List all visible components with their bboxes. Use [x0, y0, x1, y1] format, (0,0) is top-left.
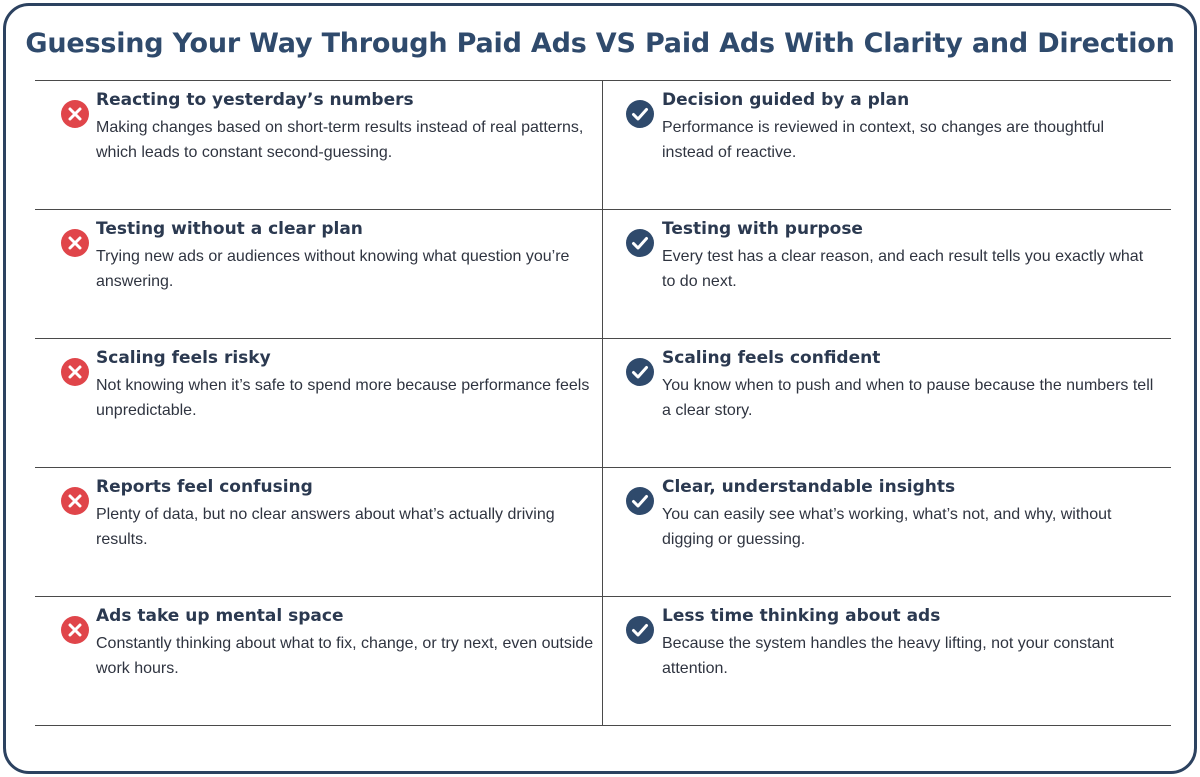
problem-cell — [35, 339, 603, 467]
solution-description: You know when to push and when to pause because the numbers tell a clear story. — [662, 377, 1154, 419]
comparison-card — [3, 3, 1197, 774]
problem-cell — [35, 81, 603, 209]
x-circle-icon — [60, 99, 90, 129]
x-circle-icon — [60, 228, 90, 258]
solution-heading: Decision guided by a plan — [662, 90, 910, 110]
check-circle-icon — [625, 228, 655, 258]
problem-cell — [35, 597, 603, 725]
problem-cell — [35, 468, 603, 596]
problem-description: Not knowing when it’s safe to spend more because performance feels unpredictable. — [96, 377, 590, 419]
solution-cell — [603, 597, 1171, 725]
problem-description: Making changes based on short-term results instead of real patterns, which leads to constant second-guessing. — [96, 119, 584, 161]
problem-heading: Scaling feels risky — [96, 348, 271, 368]
x-circle-icon — [60, 357, 90, 387]
problem-heading: Ads take up mental space — [96, 606, 344, 626]
solution-cell — [603, 468, 1171, 596]
comparison-table — [35, 80, 1171, 726]
table-row — [35, 596, 1171, 726]
solution-heading: Scaling feels confident — [662, 348, 881, 368]
table-row — [35, 80, 1171, 209]
x-circle-icon — [60, 615, 90, 645]
x-circle-icon — [60, 486, 90, 516]
check-circle-icon — [625, 99, 655, 129]
table-row — [35, 467, 1171, 596]
solution-heading: Clear, understandable insights — [662, 477, 956, 497]
solution-description: You can easily see what’s working, what’s not, and why, without digging or guessing. — [662, 506, 1112, 548]
problem-heading: Reacting to yesterday’s numbers — [96, 90, 414, 110]
check-circle-icon — [625, 615, 655, 645]
problem-description: Plenty of data, but no clear answers about what’s actually driving results. — [96, 506, 555, 548]
solution-cell — [603, 81, 1171, 209]
solution-cell — [603, 210, 1171, 338]
solution-description: Every test has a clear reason, and each result tells you exactly what to do next. — [662, 248, 1144, 290]
problem-cell — [35, 210, 603, 338]
solution-description: Performance is reviewed in context, so changes are thoughtful instead of reactive. — [662, 119, 1105, 161]
solution-description: Because the system handles the heavy lifting, not your constant attention. — [662, 635, 1114, 677]
problem-heading: Testing without a clear plan — [96, 219, 363, 239]
page-title: Guessing Your Way Through Paid Ads VS Paid Ads With Clarity and Direction — [25, 28, 1175, 59]
check-circle-icon — [625, 357, 655, 387]
solution-cell — [603, 339, 1171, 467]
table-row — [35, 338, 1171, 467]
check-circle-icon — [625, 486, 655, 516]
table-row — [35, 209, 1171, 338]
problem-description: Trying new ads or audiences without knowing what question you’re answering. — [96, 248, 570, 290]
problem-description: Constantly thinking about what to fix, change, or try next, even outside work hours. — [96, 635, 594, 677]
solution-heading: Less time thinking about ads — [662, 606, 941, 626]
solution-heading: Testing with purpose — [662, 219, 863, 239]
problem-heading: Reports feel confusing — [96, 477, 313, 497]
